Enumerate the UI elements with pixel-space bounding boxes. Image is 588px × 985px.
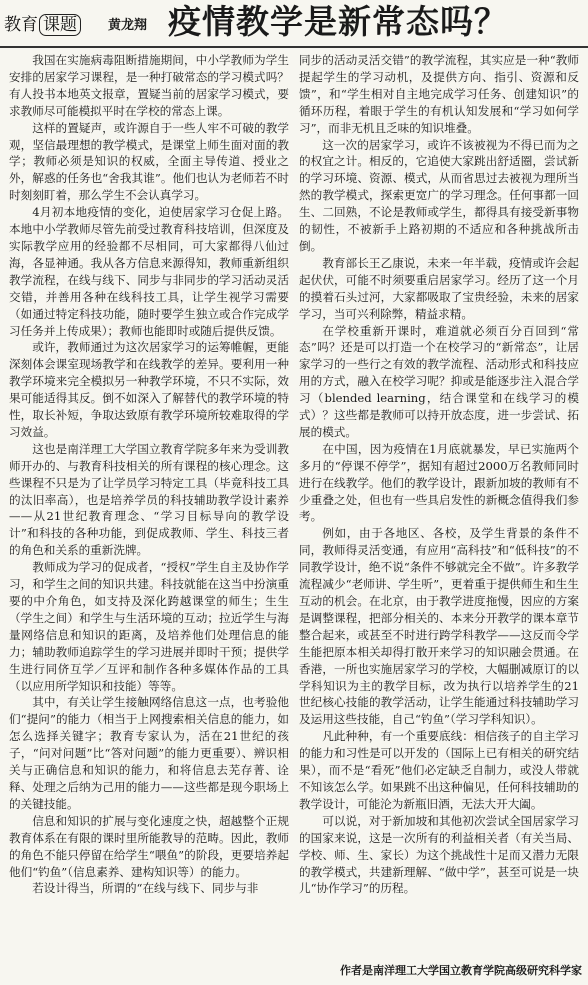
- column-prefix: 教育: [4, 15, 38, 35]
- article-title: 疫情教学是新常态吗？: [168, 2, 508, 41]
- paragraph: 例如，由于各地区、各校，及学生背景的条件不同，教师得灵活变通，有应用“高科技”和“低科技”的不同教学设计，绝不说“条件不够就完全不做”。许多教学流程减少“老师讲、学生听”，更着重于提供师生和生生互动的机会。在北京，由于教学进度拖慢，因应的方案是调整课程，把部分相关的、本来分开教学的课本章节整合起来，或甚至不时进行跨学科教学——这反而令学生能把原本相关却得打散开来学习的知识融会贯通。在香港，一所也实施居家学习的学校，大幅删减原订的以学科知识为主的教学目标，改为执行以培养学生的21世纪核心技能的教学活动，让学生能通过科技辅助学习及运用这些技能，自己“钓鱼”（学习学科知识）。: [299, 526, 579, 727]
- paragraph: 这样的置疑声，或许源自于一些人牢不可破的教学观，坚信最理想的教学模式，是课堂上师生面对面的教学；教师必须是知识的权威，全面主导传道、授业之外，解惑的任务也“舍我其谁”。他们也认为老师若不时时刻刻盯着，那么学生不会认真学习。: [9, 120, 289, 203]
- left-column: [9, 52, 289, 978]
- right-column: [299, 52, 579, 978]
- paragraph: 4月初本地疫情的变化，迫使居家学习仓促上路。本地中小学教师尽管先前受过教育科技培训，但深度及实际教学应用的经验都不尽相同，可大家都得八仙过海，各显神通。我从各方信息来源得知，教师重新组织教学流程，在线与线下、同步与非同步的学习活动灵活交错，并善用各种在线科技工具，让学生视学习需要（如通过特定科技功能，随时要学生独立或合作完成学习任务并上传成果）；教师也能即时或随后提供反馈。: [9, 205, 289, 338]
- paragraph: 教育部长王乙康说，未来一年半载，疫情或许会起起伏伏，可能不时须要重启居家学习。经历了这一个月的摸着石头过河，大家都吸取了宝贵经验，未来的居家学习，当可兴利除弊，精益求精。: [299, 255, 579, 321]
- paragraph: 可以说，对于新加坡和其他初次尝试全国居家学习的国家来说，这是一次所有的利益相关者（有关当局、学校、师、生、家长）为这个挑战性十足而又潜力无限的教学模式，共建新理解、“做中学”，甚至可说是一块儿“协作学习”的历程。: [299, 813, 579, 896]
- paragraph: 教师成为学习的促成者，“授权”学生自主及协作学习，和学生之间的知识共建。科技就能在这当中扮演重要的中介角色，如支持及深化跨越课堂的师生；生生（学生之间）和学生与生活环境的互动；拉近学生与海量网络信息和知识的距离，及培养他们处理信息的能力；辅助教师追踪学生的学习进展并即时干预；提供学生进行同侪互学／互评和制作各种多媒体作品的工具（以应用所学知识和技能）等等。: [9, 560, 289, 693]
- paragraph: 同步的活动灵活交错”的教学流程，其实应是一种“教师提起学生的学习动机，及提供方向、指引、资源和反馈”，和“学生相对自主地完成学习任务、创建知识”的循环历程，着眼于学生的有机认知发展和“学习如何学习”，而非无机且乏味的知识堆叠。: [299, 53, 579, 135]
- paragraph: 这也是南洋理工大学国立教育学院多年来为受训教师开办的、与教育科技相关的所有课程的核心理念。这些课程不只是为了让学员学习特定工具（毕竟科技工具的汰旧率高），也是培养学员的科技辅助教学设计素养——从21世纪教育理念、“学习目标导向的教学设计”和科技的各种功能，到促成教师、学生、科技三者的角色和关系的重新洗牌。: [9, 441, 289, 558]
- paragraph: 若设计得当，所谓的“在线与线下、同步与非: [32, 881, 259, 896]
- paragraph: 我国在实施病毒阻断措施期间，中小学教师为学生安排的居家学习课程，是一种打破常态的学习模式吗？有人投书本地英文报章，置疑当前的居家学习模式，要求教师尽可能模拟平时在学校的常态上课。: [9, 53, 289, 118]
- paragraph: 信息和知识的扩展与变化速度之快，超越整个正规教育体系在有限的课时里所能教导的范畴。因此，教师的角色不能只停留在给学生“喂鱼”的阶段，更要培养起他们“钓鱼”（信息素养、建构知识等）的能力。: [9, 813, 289, 879]
- author-byline: 作者是南洋理工大学国立教育学院高级研究科学家: [340, 964, 582, 977]
- author-name: 黄龙翔: [108, 18, 148, 33]
- paragraph: 在中国，因为疫情在1月底就暴发，早已实施两个多月的“停课不停学”，据知有超过2000万名教师同时进行在线教学。他们的教学设计，跟新加坡的教师有不少重叠之处，但也有一些具启发性的新概念值得我们参考。: [299, 441, 579, 524]
- paragraph: 在学校重新开课时，难道就必须百分百回到“常态”吗？还是可以打造一个在校学习的“新常态”，让居家学习的一些行之有效的教学流程、活动形式和科技应用的方式，融入在校学习呢？抑或是能逐步注入混合学习（blended learning，结合课堂和在线学习的模式）？这些都是教师可以持开放态度，进一步尝试、拓展的模式。: [299, 323, 579, 439]
- paragraph: 其中，有关让学生接触网络信息这一点，也考验他们“提问”的能力（相当于上网搜索相关信息的能力，如怎么选择关键字；教育专家认为，活在21世纪的孩子，“问对问题”比“答对问题”的能力更重要）、辨识相关与正确信息和知识的能力，和将信息去芜存菁、诠释、处理之后纳为己用的能力——这些都是现今职场上的关键技能。: [9, 695, 289, 811]
- paragraph: 这一次的居家学习，或许不该被视为不得已而为之的权宜之计。相反的，它追使大家跳出舒适圈，尝试新的学习环境、资源、模式，从而省思过去被视为理所当然的教学模式，探索更宽广的学习理念。任何事都一回生、二回熟，不论是教师或学生，都得具有接受新事物的韧性，不被新手上路初期的不适应和各种挑战所击倒。: [299, 137, 579, 253]
- paragraph: 凡此种种，有一个重要底线：相信孩子的自主学习的能力和习性是可以开发的（国际上已有相关的研究结果），而不是“看死”他们必定缺乏自制力，或没人带就不知该怎么学。如果跳不出这种偏见，任何科技辅助的教学设计，可能沦为新瓶旧酒，无法大开大阖。: [299, 729, 579, 811]
- column-tag: [4, 10, 81, 36]
- header-divider: [0, 46, 588, 48]
- column-boxed-label: 课题: [39, 14, 81, 36]
- paragraph: 或许，教师通过为这次居家学习的运筹帷幄，更能深刻体会课室现场教学和在线教学的差异。要利用一种教学环境来完全模拟另一种教学环境，不只不实际，效果可能适得其反。倒不如深入了解替代的教学环境的特性，取长补短，争取达致原有教学环境所较难取得的学习效益。: [9, 340, 289, 439]
- article-header: [0, 0, 588, 44]
